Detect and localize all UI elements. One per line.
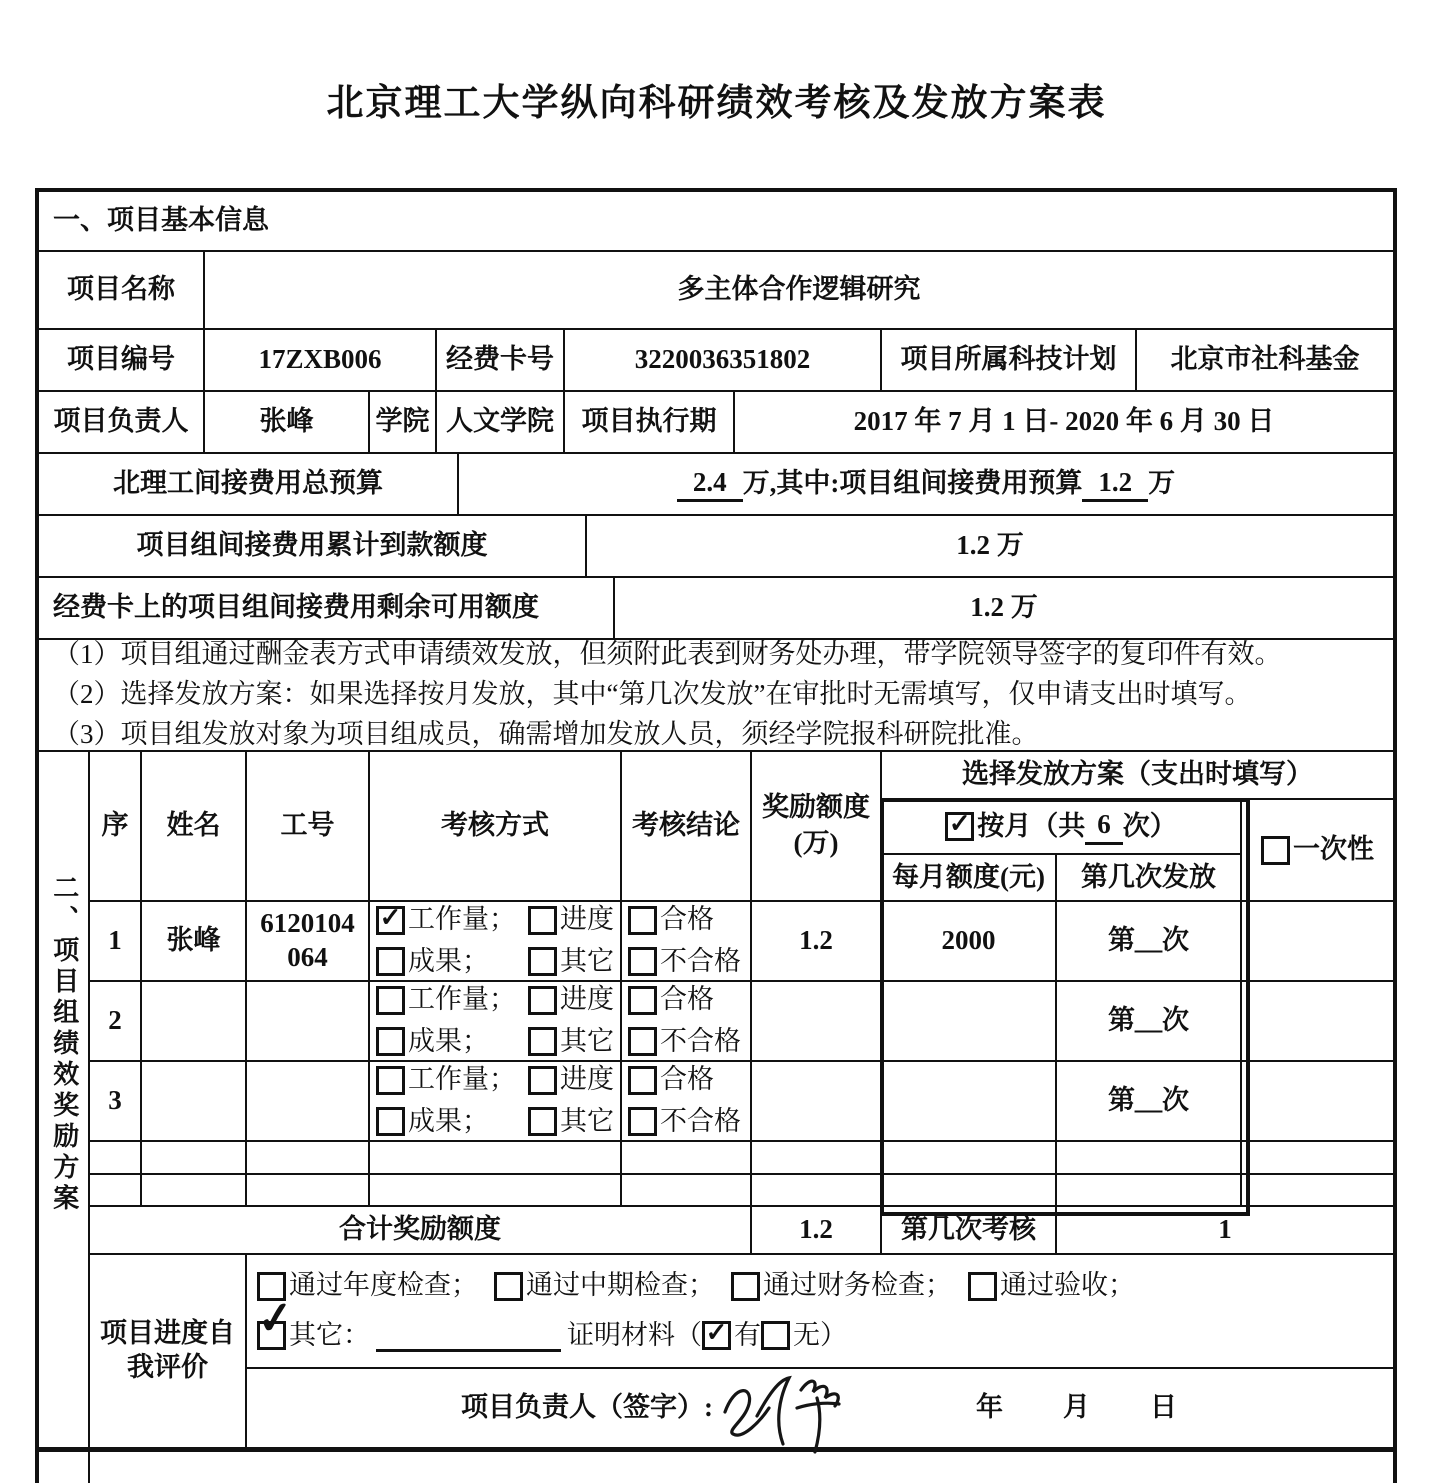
spare-row-cell [142,1142,245,1173]
note-line-2: （2）选择发放方案：如果选择按月发放，其中“第几次发放”在审批时无需填写，仅申请支出时填写。 [53,679,1252,710]
spare-row-cell [247,1142,368,1173]
row2-emp-no [247,982,368,1060]
remain-label: 经费卡上的项目组间接费用剩余可用额度 [39,578,613,638]
row1-pass-checkbox[interactable] [628,906,657,935]
fail-label: 不合格 [660,946,741,976]
other-label: 其它 [560,1106,614,1136]
budget-mid-text: 万,其中:项目组间接费用预算 [742,468,1083,499]
spare-row-cell [1242,1142,1393,1173]
finance-check-checkbox[interactable] [731,1272,760,1301]
spare-row-cell [622,1142,750,1173]
row2-workload-checkbox[interactable] [376,986,405,1015]
spare-row-cell [882,1142,1055,1173]
row1-name: 张峰 [142,902,245,980]
row1-progress-checkbox[interactable] [528,906,557,935]
row2-conclusion-cell [622,982,750,1060]
college-value: 人文学院 [437,392,563,452]
self-eval-label: 项目进度自我评价 [90,1255,245,1447]
award-table [39,752,1393,1483]
period-value: 2017 年 7 月 1 日- 2020 年 6 月 30 日 [735,392,1393,452]
spare-row-cell [247,1175,368,1205]
header-amount-line2: (万) [793,828,839,858]
row2-pass-checkbox[interactable] [628,986,657,1015]
result-label: 成果； [408,1106,489,1136]
row1-workload-checkbox[interactable] [376,906,405,935]
budget-label: 北理工间接费用总预算 [39,454,457,514]
row3-amount [752,1062,880,1140]
evidence-have-label: 有 [734,1320,761,1350]
signature-zhangfeng [717,1364,877,1465]
row1-amount: 1.2 [752,902,880,980]
monthly-suffix: 次） [1122,810,1177,841]
row1-result-checkbox[interactable] [376,947,405,976]
header-monthly-amount: 每月额度(元) [882,855,1055,900]
acceptance-check-label: 通过验收； [1000,1270,1135,1301]
result-label: 成果； [408,946,489,976]
spare-row-cell [90,1142,140,1173]
arrived-label: 项目组间接费用累计到款额度 [39,516,585,576]
pass-label: 合格 [660,904,714,935]
row3-name [142,1062,245,1140]
header-amount-line1: 奖励额度 [762,792,870,823]
row1-onetime-cell [1242,902,1393,980]
evidence-label: 证明材料（ [567,1320,702,1350]
pass-label: 合格 [660,984,714,1015]
header-amount [752,752,880,900]
row3-conclusion-cell [622,1062,750,1140]
progress-label: 进度 [560,984,614,1015]
workload-label: 工作量； [408,1064,516,1095]
note-line-1: （1）项目组通过酬金表方式申请绩效发放，但须附此表到财务处办理，带学院领导签字的复印件有效。 [53,639,1282,670]
row2-method-cell [370,982,620,1060]
workload-label: 工作量； [408,904,516,935]
spare-row-cell [142,1175,245,1205]
spare-row-cell [370,1175,620,1205]
project-no-label: 项目编号 [39,330,203,390]
row3-workload-checkbox[interactable] [376,1066,405,1095]
fail-label: 不合格 [660,1026,741,1056]
period-label: 项目执行期 [565,392,733,452]
college-label: 学院 [370,392,435,452]
row3-onetime-cell [1242,1062,1393,1140]
spare-row-cell [1242,1175,1393,1205]
header-conclusion: 考核结论 [622,752,750,900]
nth-assessment-label: 第几次考核 [882,1207,1055,1253]
header-method: 考核方式 [370,752,620,900]
row3-seq: 3 [90,1062,140,1140]
spare-row-cell [752,1175,880,1205]
row2-nth-payout[interactable]: 第＿次 [1057,982,1240,1060]
header-name: 姓名 [142,752,245,900]
row1-method-cell [370,902,620,980]
acceptance-check-checkbox[interactable] [968,1272,997,1301]
annual-check-label: 通过年度检查； [289,1270,478,1301]
onetime-label: 一次性 [1293,834,1374,865]
spare-row-cell [1057,1142,1240,1173]
header-nth-payout: 第几次发放 [1057,855,1240,900]
nth-assessment-value: 1 [1057,1207,1393,1253]
evidence-have-checkbox[interactable] [702,1321,731,1350]
sci-plan-label: 项目所属科技计划 [882,330,1135,390]
mid-check-label: 通过中期检查； [526,1270,715,1301]
next-section-stub [39,1449,88,1483]
workload-label: 工作量； [408,984,516,1015]
row2-name [142,982,245,1060]
spare-row-cell [622,1175,750,1205]
remain-value: 1.2 万 [615,578,1393,638]
signature-row [247,1369,1393,1447]
row3-result-checkbox[interactable] [376,1107,405,1136]
monthly-checkbox[interactable] [945,812,974,841]
evidence-close-paren: ） [820,1320,847,1350]
self-eval-checks [247,1255,1393,1367]
row3-method-cell [370,1062,620,1140]
header-seq: 序 [90,752,140,900]
spare-row-cell [90,1175,140,1205]
header-payout-plan: 选择发放方案（支出时填写） [882,752,1393,798]
row3-nth-payout[interactable]: 第＿次 [1057,1062,1240,1140]
row3-fail-checkbox[interactable] [628,1107,657,1136]
other-eval-label: 其它： [289,1320,370,1350]
row1-fail-checkbox[interactable] [628,947,657,976]
header-emp-no: 工号 [247,752,368,900]
evidence-nothave-checkbox[interactable] [761,1321,790,1350]
other-eval-blank[interactable] [376,1319,561,1352]
signature-label: 项目负责人（签字）: [461,1392,713,1423]
finance-check-label: 通过财务检查； [763,1270,952,1301]
fund-card-label: 经费卡号 [437,330,563,390]
row1-conclusion-cell [622,902,750,980]
row3-monthly-amount [882,1062,1055,1140]
project-no-value: 17ZXB006 [205,330,435,390]
row1-monthly-amount: 2000 [882,902,1055,980]
total-award-label: 合计奖励额度 [90,1207,750,1253]
project-name-label: 项目名称 [39,252,203,328]
date-blank-label: 年 月 日 [976,1392,1179,1423]
spare-row-cell [752,1142,880,1173]
section2-side-label: 二、项目组绩效奖励方案 [39,752,88,1447]
project-name-value: 多主体合作逻辑研究 [205,252,1393,328]
row2-other-checkbox[interactable] [528,1027,557,1056]
onetime-checkbox[interactable] [1261,836,1290,865]
row2-fail-checkbox[interactable] [628,1027,657,1056]
row1-nth-payout[interactable]: 第＿次 [1057,902,1240,980]
onetime-option-cell [1242,800,1393,900]
sci-plan-value: 北京市社科基金 [1137,330,1393,390]
evidence-nothave-label: 无 [793,1320,820,1350]
row1-other-checkbox[interactable] [528,947,557,976]
fail-label: 不合格 [660,1106,741,1136]
result-label: 成果； [408,1026,489,1056]
row3-emp-no [247,1062,368,1140]
pass-label: 合格 [660,1064,714,1095]
row3-other-checkbox[interactable] [528,1107,557,1136]
note-line-3: （3）项目组发放对象为项目组成员，确需增加发放人员，须经学院报科研院批准。 [53,718,1039,749]
other-label: 其它 [560,1026,614,1056]
notes-block [39,640,1393,750]
spare-row-cell [882,1175,1055,1205]
row1-seq: 1 [90,902,140,980]
leader-value: 张峰 [205,392,368,452]
other-label: 其它 [560,946,614,976]
budget-tail-text: 万 [1148,468,1176,499]
leader-label: 项目负责人 [39,392,203,452]
monthly-times-blank[interactable]: 6 [1085,808,1123,845]
arrived-value: 1.2 万 [587,516,1393,576]
row2-amount [752,982,880,1060]
section1-heading: 一、项目基本信息 [39,192,1393,250]
progress-label: 进度 [560,1064,614,1095]
mid-check-checkbox[interactable] [494,1272,523,1301]
monthly-option-cell [882,800,1240,853]
budget-value [459,454,1393,514]
row2-onetime-cell [1242,982,1393,1060]
form-title: 北京理工大学纵向科研绩效考核及发放方案表 [326,83,1107,124]
budget-total-blank[interactable]: 2.4 [677,466,743,503]
row2-result-checkbox[interactable] [376,1027,405,1056]
row2-progress-checkbox[interactable] [528,986,557,1015]
other-eval-checkbox[interactable] [257,1321,286,1350]
form-table [35,188,1397,1483]
row1-emp-no: 6120104064 [247,902,368,980]
row2-seq: 2 [90,982,140,1060]
row3-progress-checkbox[interactable] [528,1066,557,1095]
spare-row-cell [1057,1175,1240,1205]
budget-sub-blank[interactable]: 1.2 [1082,466,1148,503]
fund-card-value: 3220036351802 [565,330,880,390]
monthly-prefix: 按月（共 [977,810,1086,841]
progress-label: 进度 [560,904,614,935]
spare-row-cell [370,1142,620,1173]
total-award-value: 1.2 [752,1207,880,1253]
row3-pass-checkbox[interactable] [628,1066,657,1095]
row2-monthly-amount [882,982,1055,1060]
